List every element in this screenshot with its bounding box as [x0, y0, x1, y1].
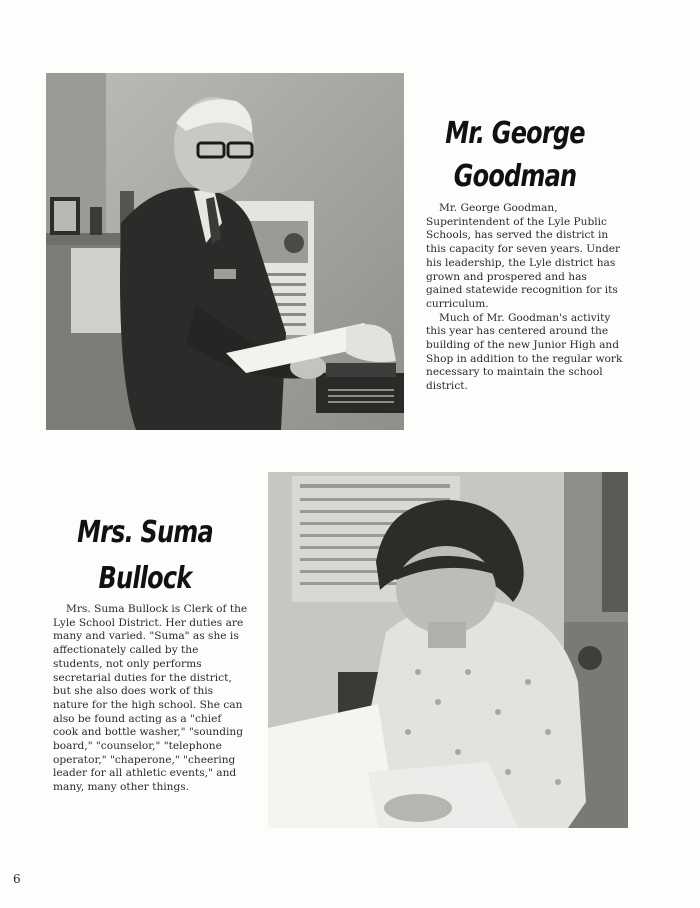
- bio-suma-bullock: [53, 603, 249, 795]
- heading-george-goodman-line1: Mr. George: [445, 116, 585, 151]
- photo-george-goodman: [46, 73, 404, 430]
- heading-suma-bullock-line2: Bullock: [98, 561, 192, 596]
- heading-suma-bullock: [65, 510, 225, 602]
- bio-suma-bullock-paragraph-1: Mrs. Suma Bullock is Clerk of the Lyle School District. Her duties are many and varied. "Suma" as she is affectionately called by the students, not only performs secretarial duties for the district, but she also does work of this nature for the high school. She can also be found acting as a "chief cook and bottle washer," "sounding board," "counselor," "telephone operator," "chaperone," "cheering leader for all athletic events," and many, many other things.: [53, 603, 248, 794]
- page-number: 6: [13, 872, 21, 886]
- photo-suma-bullock: [268, 472, 628, 828]
- bio-george-goodman: [426, 202, 624, 394]
- heading-george-goodman-line2: Goodman: [453, 159, 577, 194]
- bio-george-goodman-paragraph-1: Mr. George Goodman, Superintendent of the Lyle Public Schools, has served the district in this capacity for seven years. Under his leadership, the Lyle district has grown and prospered and has gained statewide recognition for its curriculum.: [426, 202, 621, 310]
- photo-george-goodman-image: [46, 73, 404, 430]
- heading-suma-bullock-line1: Mrs. Suma: [77, 515, 213, 550]
- photo-suma-bullock-image: [268, 472, 628, 828]
- bio-george-goodman-paragraph-2: Much of Mr. Goodman's activity this year has centered around the building of the new Junior High and Shop in addition to the regular work necessary to maintain the school district.: [426, 311, 623, 393]
- heading-george-goodman: [435, 112, 595, 198]
